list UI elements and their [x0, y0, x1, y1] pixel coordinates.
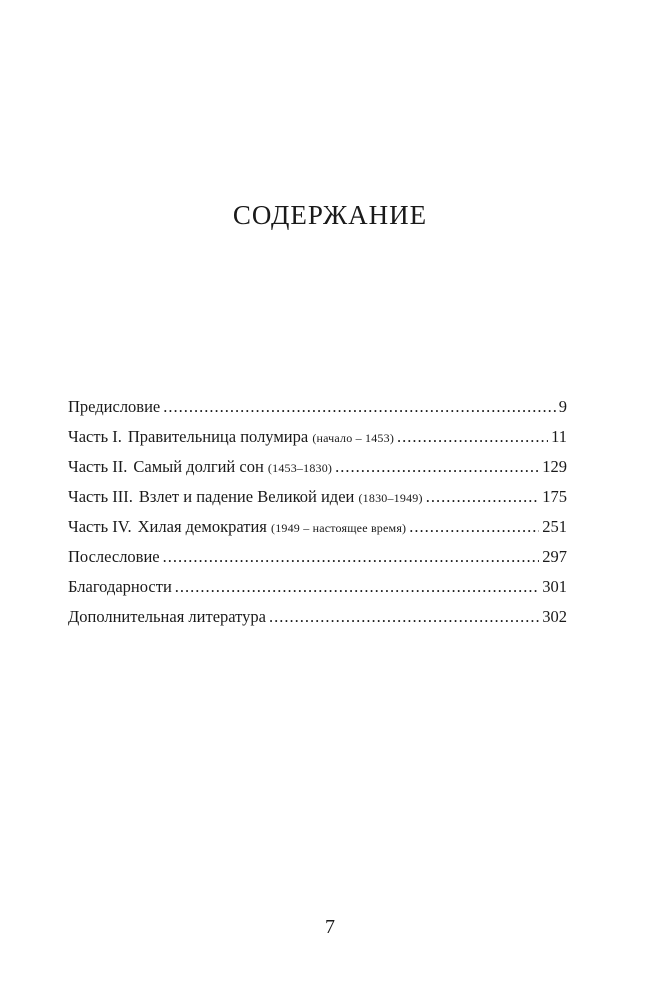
toc-entry-name: Хилая демократия	[137, 517, 267, 536]
toc-date-range: (1949 – настоящее время)	[271, 521, 407, 535]
toc-entry-part-1	[68, 427, 567, 457]
dot-leader	[426, 487, 540, 507]
toc-page-number: 301	[542, 577, 567, 596]
toc-entry-name: Взлет и падение Великой идеи	[138, 487, 355, 506]
dot-leader	[163, 547, 540, 567]
toc-entry-title	[68, 457, 332, 477]
toc-entry-title	[68, 397, 160, 417]
toc-entry-name: Послесловие	[68, 547, 160, 566]
toc-entry-part-3	[68, 487, 567, 517]
toc-entry-title	[68, 517, 406, 537]
toc-entry-name: Предисловие	[68, 397, 161, 416]
dot-leader	[163, 397, 556, 417]
dot-leader	[409, 517, 539, 537]
toc-entry-name: Дополнительная литература	[68, 607, 266, 626]
toc-entry-title	[68, 487, 423, 507]
dot-leader	[335, 457, 539, 477]
toc-entry-part-2	[68, 457, 567, 487]
toc-part-label: Часть IV.	[68, 517, 132, 536]
toc-entry-name: Самый долгий сон	[133, 457, 264, 476]
toc-entry-title	[68, 547, 160, 567]
toc-entry-title	[68, 427, 394, 447]
toc-page-number: 251	[542, 517, 567, 536]
toc-page-number: 297	[542, 547, 567, 566]
page-title: СОДЕРЖАНИЕ	[232, 200, 428, 230]
toc-entry-title	[68, 607, 266, 627]
toc-page-number: 302	[542, 607, 567, 626]
toc-date-range: (1830–1949)	[358, 491, 423, 505]
toc-page-number: 175	[542, 487, 567, 506]
toc-part-label: Часть III.	[68, 487, 133, 506]
page-number: 7	[325, 916, 335, 938]
toc-part-label: Часть I.	[68, 427, 122, 446]
toc-entry-further-reading	[68, 607, 567, 637]
table-of-contents	[68, 397, 567, 637]
toc-entry-part-4	[68, 517, 567, 547]
dot-leader	[397, 427, 548, 447]
toc-part-label: Часть II.	[68, 457, 128, 476]
toc-date-range: (начало – 1453)	[312, 431, 395, 445]
toc-entry-acknowledgements	[68, 577, 567, 607]
toc-entry-name: Благодарности	[68, 577, 172, 596]
toc-entry-preface	[68, 397, 567, 427]
dot-leader	[175, 577, 539, 597]
toc-page-number: 9	[558, 397, 567, 416]
toc-entry-name: Правительница полумира	[127, 427, 309, 446]
dot-leader	[269, 607, 539, 627]
toc-date-range: (1453–1830)	[267, 461, 333, 475]
toc-page-number: 129	[542, 457, 567, 476]
toc-entry-title	[68, 577, 172, 597]
toc-page-number: 11	[551, 427, 567, 446]
toc-entry-afterword	[68, 547, 567, 577]
